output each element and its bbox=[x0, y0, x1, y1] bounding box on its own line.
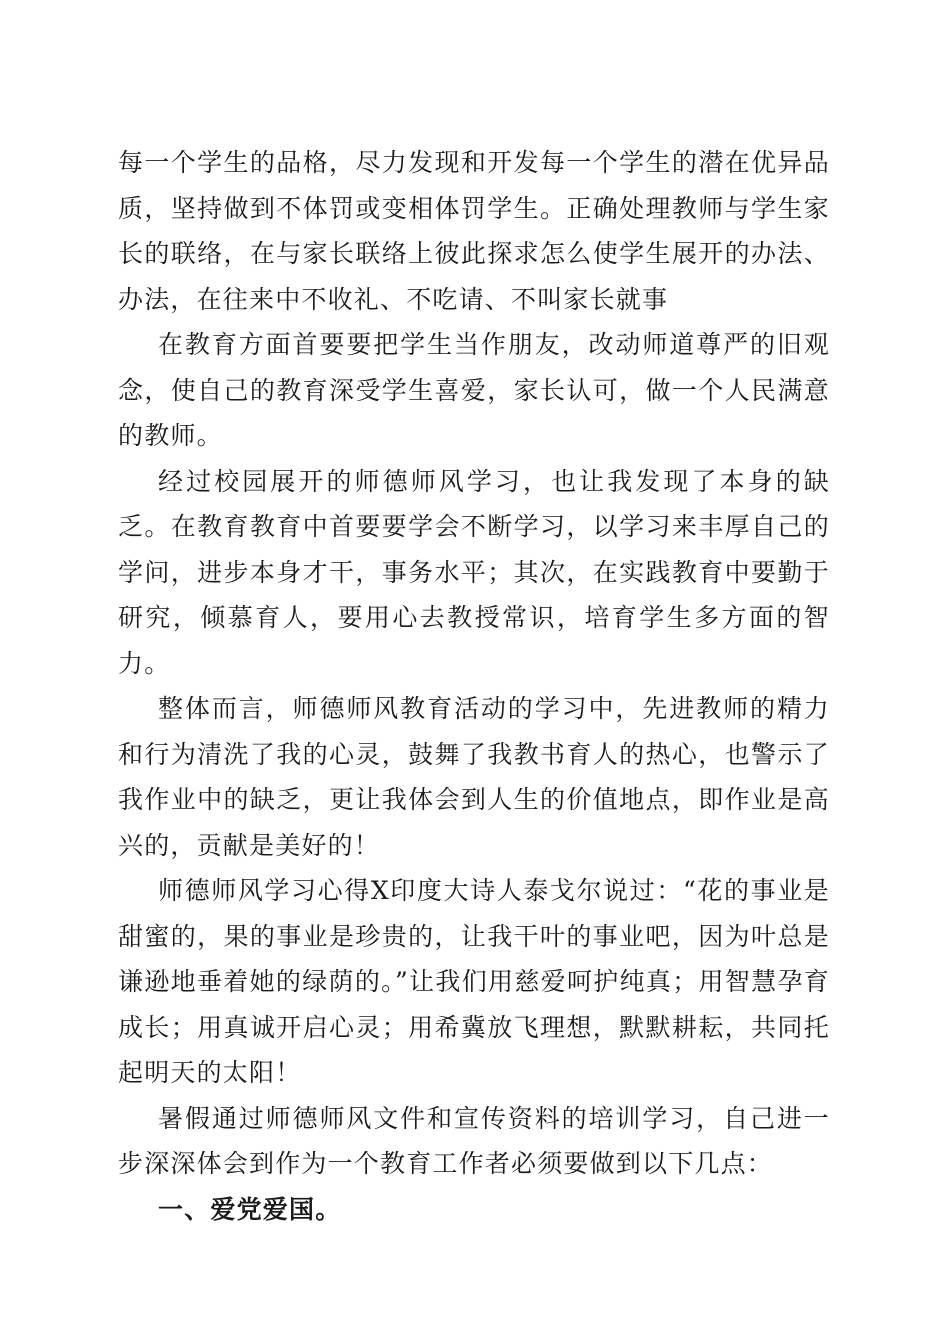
paragraph-self-reflection: 经过校园展开的师德师风学习，也让我发现了本身的缺乏。在教育教育中首要要学会不断学习，以学习来丰厚自己的学问，进步本身才干，事务水平；其次，在实践教育中要勤于研究，倾慕育人，要用心去教授常识，培育学生多方面的智力。 bbox=[118, 466, 830, 678]
paragraph-summer-study: 暑假通过师德师风文件和宣传资料的培训学习，自己进一步深深体会到作为一个教育工作者必须要做到以下几点： bbox=[118, 1103, 830, 1178]
document-body bbox=[118, 140, 830, 1232]
paragraph-education-attitude: 在教育方面首要要把学生当作朋友，改动师道尊严的旧观念，使自己的教育深受学生喜爱，家长认可，做一个人民满意的教师。 bbox=[118, 330, 830, 450]
paragraph-continuation: 每一个学生的品格，尽力发现和开发每一个学生的潜在优异品质，坚持做到不体罚或变相体罚学生。正确处理教师与学生家长的联络，在与家长联络上彼此探求怎么使学生展开的办法、办法，在往来中不收礼、不吃请、不叫家长就事 bbox=[118, 148, 830, 314]
section-heading: 一、爱党爱国。 bbox=[158, 1194, 342, 1224]
paragraph-tagore-quote: 师德师风学习心得X印度大诗人泰戈尔说过：“花的事业是甜蜜的，果的事业是珍贵的，让我干叶的事业吧，因为叶总是谦逊地垂着她的绿荫的。”让我们用慈爱呵护纯真；用智慧孕育成长；用真诚开启心灵；用希冀放飞理想，默默耕耘，共同托起明天的太阳！ bbox=[118, 876, 830, 1087]
paragraph-summary: 整体而言，师德师风教育活动的学习中，先进教师的精力和行为清洗了我的心灵，鼓舞了我教书育人的热心，也警示了我作业中的缺乏，更让我体会到人生的价值地点，即作业是高兴的，贡献是美好的！ bbox=[118, 694, 830, 860]
